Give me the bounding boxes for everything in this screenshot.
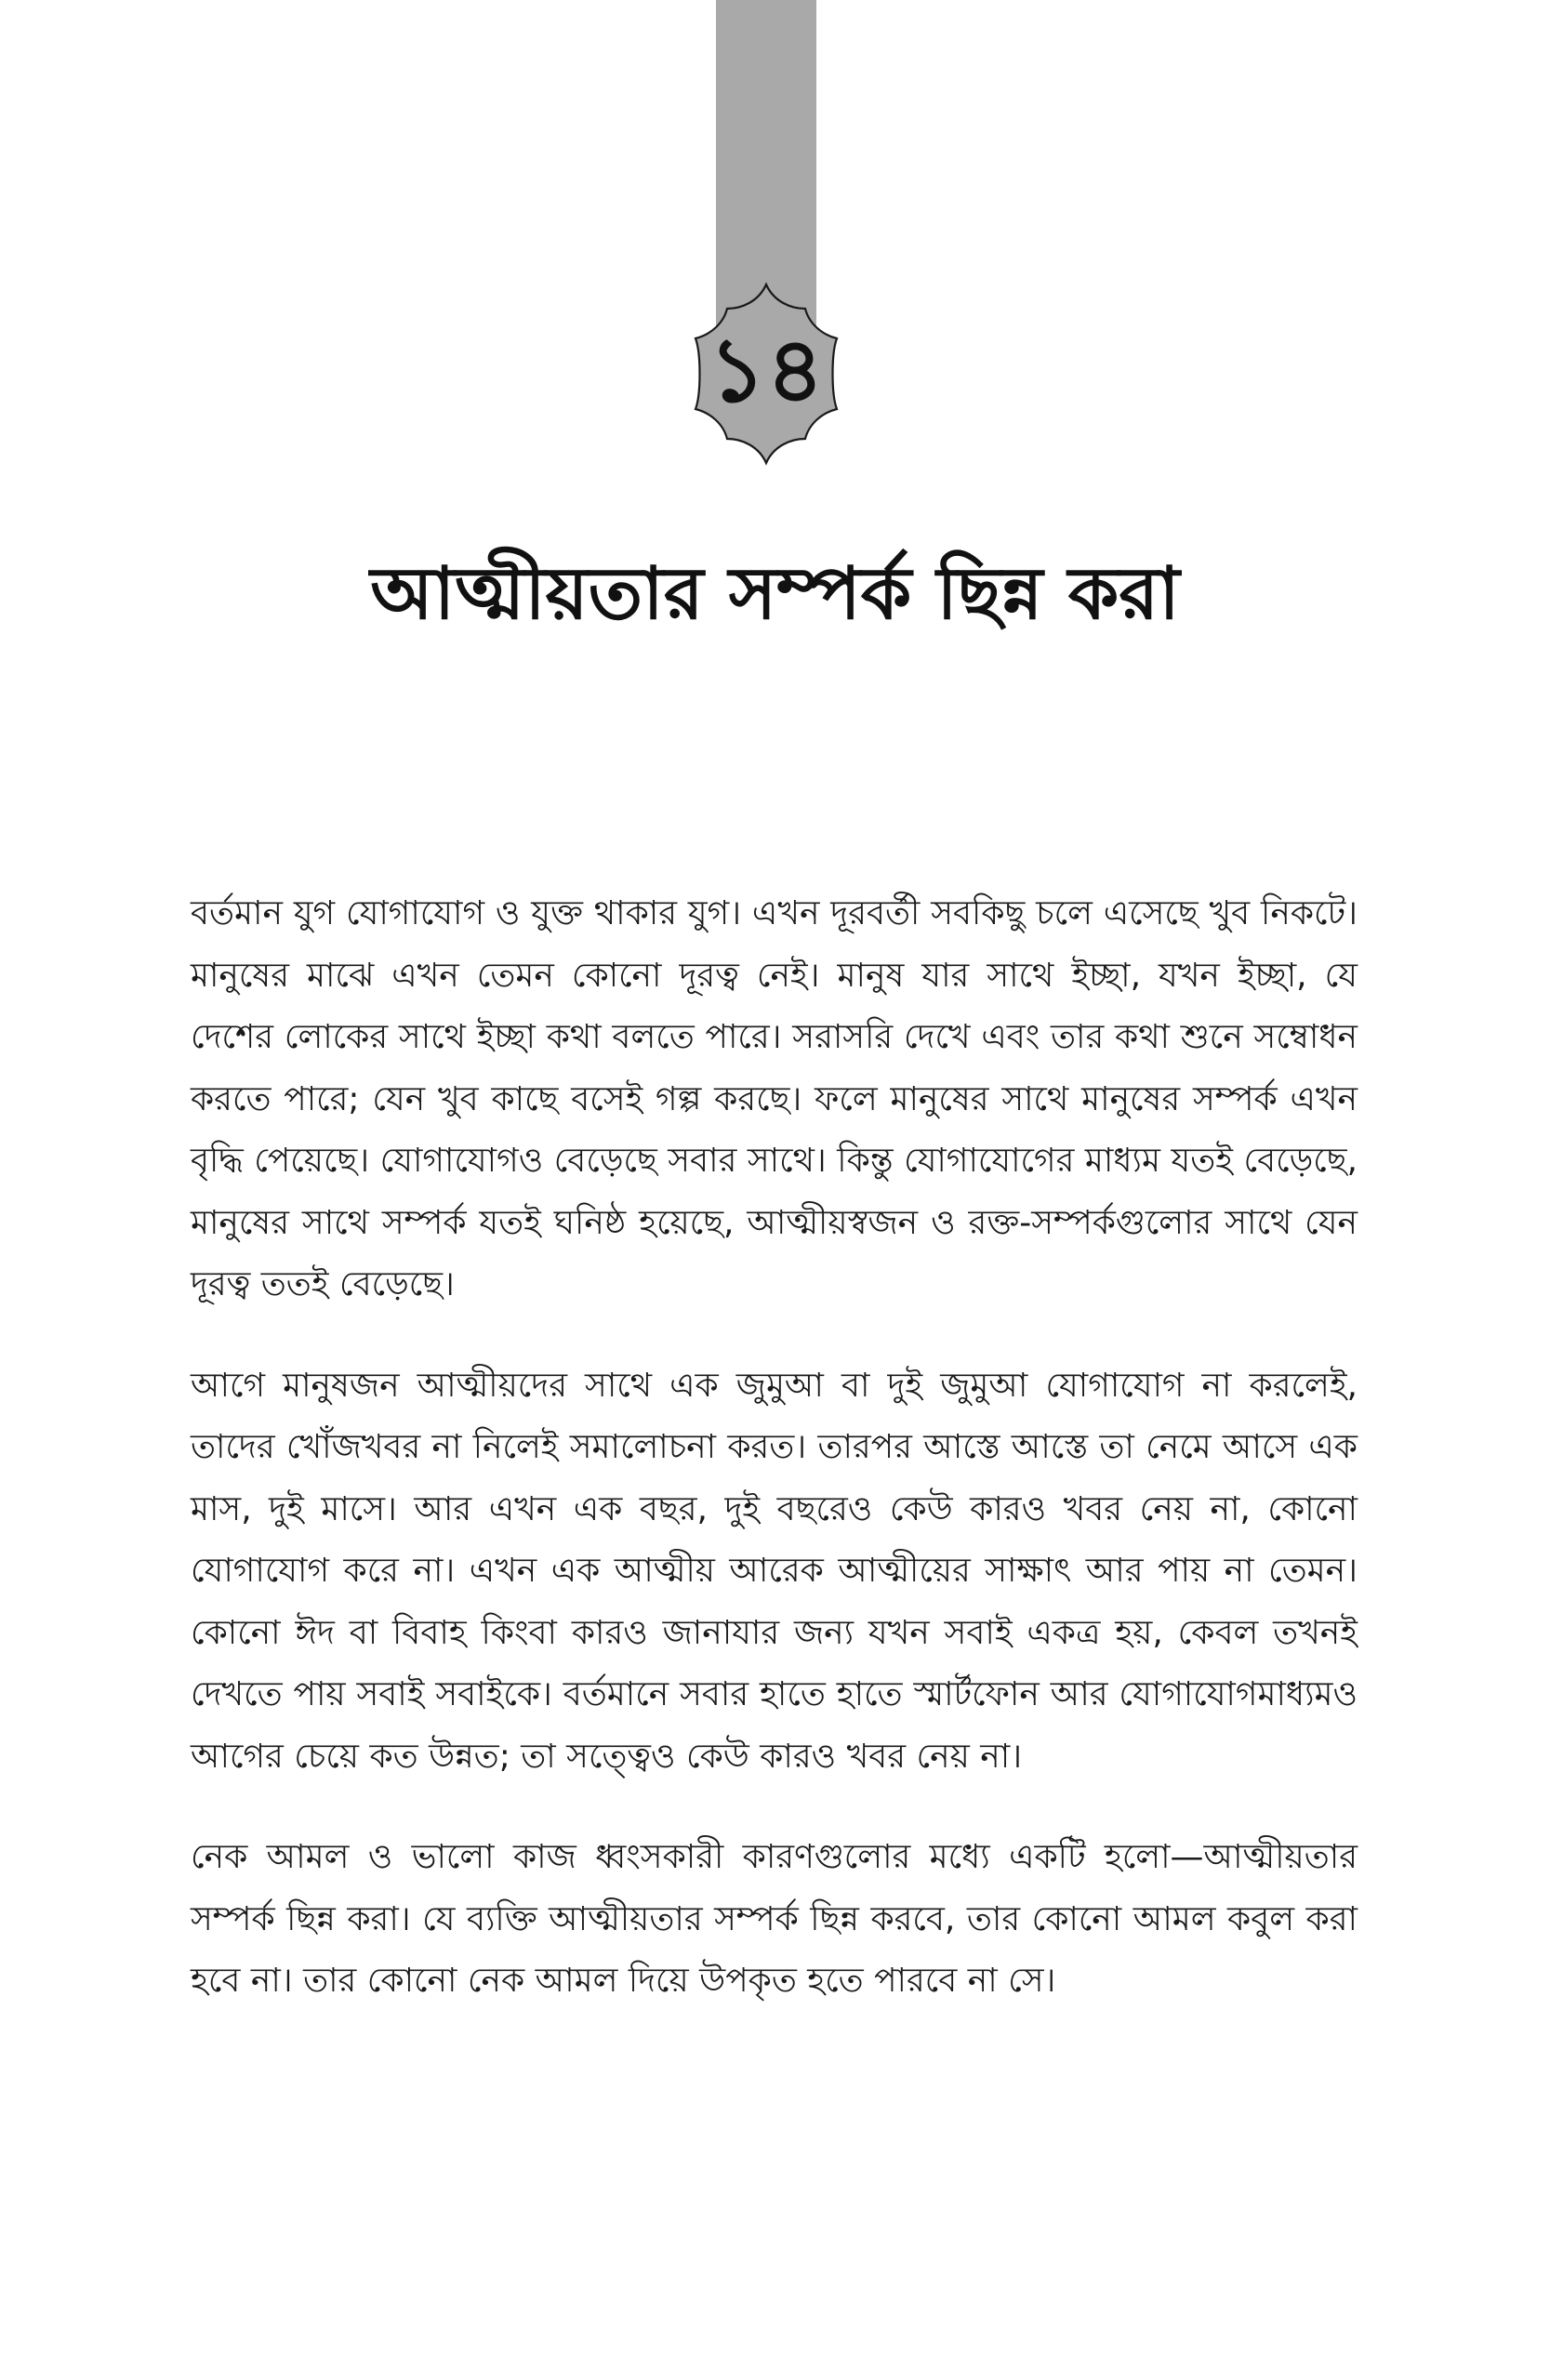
chapter-number: ১৪	[708, 317, 825, 422]
paragraph-2: আগে মানুষজন আত্মীয়দের সাথে এক জুমুআ বা দুই জুমুআ যোগাযোগ না করলেই, তাদের খোঁজখবর না নিলেই সমালোচনা করত। তারপর আস্তে আস্তে তা নেমে আসে এক মাস, দুই মাসে। আর এখন এক বছর, দুই বছরেও কেউ কারও খবর নেয় না, কোনো যোগাযোগ করে না। এখন এক আত্মীয় আরেক আত্মীয়ের সাক্ষাৎ আর পায় না তেমন। কোনো ঈদ বা বিবাহ কিংবা কারও জানাযার জন্য যখন সবাই একত্র হয়, কেবল তখনই দেখতে পায় সবাই সবাইকে। বর্তমানে সবার হাতে হাতে স্মার্টফোন আর যোগাযোগমাধ্যমও আগের চেয়ে কত উন্নত; তা সত্ত্বেও কেউ কারও খবর নেয় না।	[191, 1366, 1358, 1776]
body-text	[191, 883, 1358, 2052]
chapter-title: আত্মীয়তার সম্পর্ক ছিন্ন করা	[370, 552, 1180, 636]
paragraph-3: নেক আমল ও ভালো কাজ ধ্বংসকারী কারণগুলোর মধ্যে একটি হলো—আত্মীয়তার সম্পর্ক ছিন্ন করা। যে ব্যক্তি আত্মীয়তার সম্পর্ক ছিন্ন করবে, তার কোনো আমল কবুল করা হবে না। তার কোনো নেক আমল দিয়ে উপকৃত হতে পারবে না সে।	[191, 1838, 1358, 2000]
chapter-badge	[682, 281, 850, 467]
paragraph-1: বর্তমান যুগ যোগাযোগ ও যুক্ত থাকার যুগ। এখন দূরবর্তী সবকিছু চলে এসেছে খুব নিকটে। মানুষের মাঝে এখন তেমন কোনো দূরত্ব নেই। মানুষ যার সাথে ইচ্ছা, যখন ইচ্ছা, যে দেশের লোকের সাথে ইচ্ছা কথা বলতে পারে। সরাসরি দেখে এবং তার কথা শুনে সম্বোধন করতে পারে; যেন খুব কাছে বসেই গল্প করছে। ফলে মানুষের সাথে মানুষের সম্পর্ক এখন বৃদ্ধি পেয়েছে। যোগাযোগও বেড়েছে সবার সাথে। কিন্তু যোগাযোগের মাধ্যম যতই বেড়েছে, মানুষের সাথে সম্পর্ক যতই ঘনিষ্ঠ হয়েছে, আত্মীয়স্বজন ও রক্ত-সম্পর্কগুলোর সাথে যেন দূরত্ব ততই বেড়েছে।	[191, 894, 1358, 1303]
